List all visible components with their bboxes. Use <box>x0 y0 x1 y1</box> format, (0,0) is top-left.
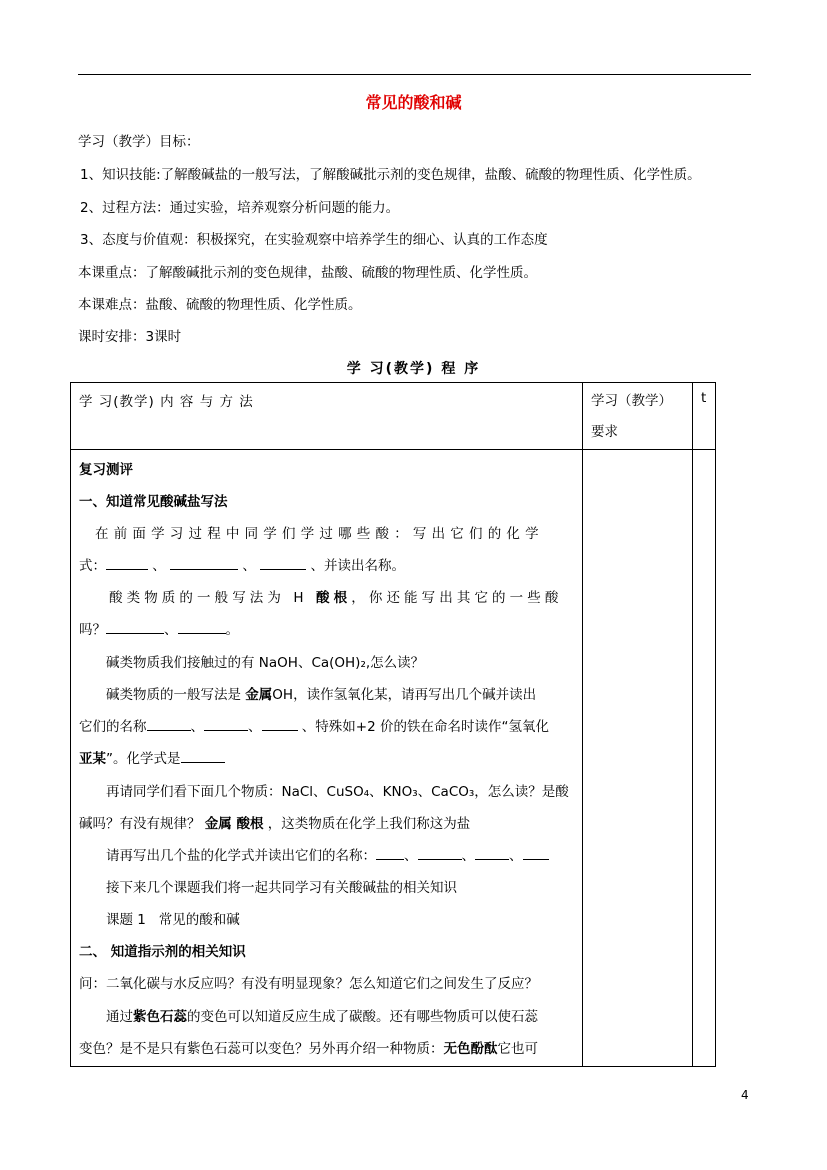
answer-blank[interactable] <box>523 847 549 860</box>
objectives-heading: 学习（教学）目标： <box>78 134 200 150</box>
lesson-topic: 课题 1 常见的酸和碱 <box>106 912 240 928</box>
base-formula-line1: 碱类物质的一般写法是 金属OH，读作氢氧化某，请再写出几个碱并读出 <box>106 687 537 703</box>
page-number: 4 <box>741 1088 749 1102</box>
program-title: 学 习(教学) 程 序 <box>346 361 481 377</box>
acid-question-line2: 式： 、 、 、并读出名称。 <box>79 558 405 574</box>
answer-blank[interactable] <box>106 621 164 634</box>
acid-formula-line1: 酸类物质的一般写法为 H 酸根，你还能写出其它的一些酸 <box>109 590 563 606</box>
base-formula-line2: 它们的名称 、 、 、特殊如+2 价的铁在命名时读作“氢氧化 <box>79 719 549 735</box>
salt-examples-line1: 再请同学们看下面几个物质：NaCl、CuSO₄、KNO₃、CaCO₃，怎么读？是酸 <box>106 784 569 800</box>
content-header: 学 习(教学) 内 容 与 方 法 <box>79 394 254 410</box>
answer-blank[interactable] <box>262 718 298 731</box>
lesson-table <box>70 382 716 1067</box>
page-title: 常见的酸和碱 <box>365 93 462 112</box>
requirement-header-line1: 学习（教学） <box>591 393 672 409</box>
indicator-line2: 变色？是不是只有紫色石蕊可以变色？另外再介绍一种物质：无色酚酞它也可 <box>79 1041 538 1057</box>
requirement-cell <box>583 450 693 1067</box>
answer-blank[interactable] <box>260 557 306 570</box>
requirement-header-line2: 要求 <box>591 424 618 440</box>
base-formula-line3: 亚某”。化学式是 <box>79 747 225 767</box>
acid-formula-line2: 吗？ 、 。 <box>79 622 239 638</box>
acid-question-line1: 在前面学习过程中同学们学过哪些酸：写出它们的化学 <box>95 526 544 542</box>
answer-blank[interactable] <box>204 718 248 731</box>
objective-item-2: 2、过程方法：通过实验，培养观察分析问题的能力。 <box>80 200 400 216</box>
answer-blank[interactable] <box>170 557 238 570</box>
key-points: 本课重点：了解酸碱批示剂的变色规律，盐酸、硫酸的物理性质、化学性质。 <box>78 265 537 281</box>
intro-next-lessons: 接下来几个课题我们将一起共同学习有关酸碱盐的相关知识 <box>106 880 457 896</box>
answer-blank[interactable] <box>418 847 462 860</box>
salt-names-question: 请再写出几个盐的化学式并读出它们的名称： 、 、 、 <box>106 844 549 864</box>
answer-blank[interactable] <box>178 621 226 634</box>
section1-heading: 一、知道常见酸碱盐写法 <box>79 494 228 510</box>
schedule: 课时安排：3课时 <box>78 329 182 345</box>
objective-item-3: 3、态度与价值观：积极探究，在实验观察中培养学生的细心、认真的工作态度 <box>80 232 548 248</box>
answer-blank[interactable] <box>106 557 148 570</box>
t-cell <box>693 450 716 1067</box>
requirement-header-cell <box>583 383 693 450</box>
answer-blank[interactable] <box>147 718 191 731</box>
base-examples: 碱类物质我们接触过的有 NaOH、Ca(OH)₂,怎么读？ <box>106 655 425 671</box>
t-header: t <box>701 390 707 406</box>
co2-question: 问：二氧化碳与水反应吗？有没有明显现象？怎么知道它们之间发生了反应？ <box>79 976 538 992</box>
indicator-line1: 通过紫色石蕊的变色可以知道反应生成了碳酸。还有哪些物质可以使石蕊 <box>106 1009 538 1025</box>
content-header-cell <box>71 383 583 450</box>
difficulties: 本课难点：盐酸、硫酸的物理性质、化学性质。 <box>78 297 362 313</box>
t-header-cell <box>693 383 716 450</box>
content-cell <box>71 450 583 1067</box>
answer-blank[interactable] <box>376 847 404 860</box>
answer-blank[interactable] <box>181 750 225 763</box>
header-rule <box>78 74 751 75</box>
objective-item-1: 1、知识技能:了解酸碱盐的一般写法，了解酸碱批示剂的变色规律，盐酸、硫酸的物理性质、化学性质。 <box>80 167 701 183</box>
section-review: 复习测评 <box>79 462 133 478</box>
answer-blank[interactable] <box>475 847 509 860</box>
section2-heading: 二、 知道指示剂的相关知识 <box>79 944 246 960</box>
salt-examples-line2: 碱吗？有没有规律？ 金属 酸根 ，这类物质在化学上我们称这为盐 <box>79 816 471 832</box>
